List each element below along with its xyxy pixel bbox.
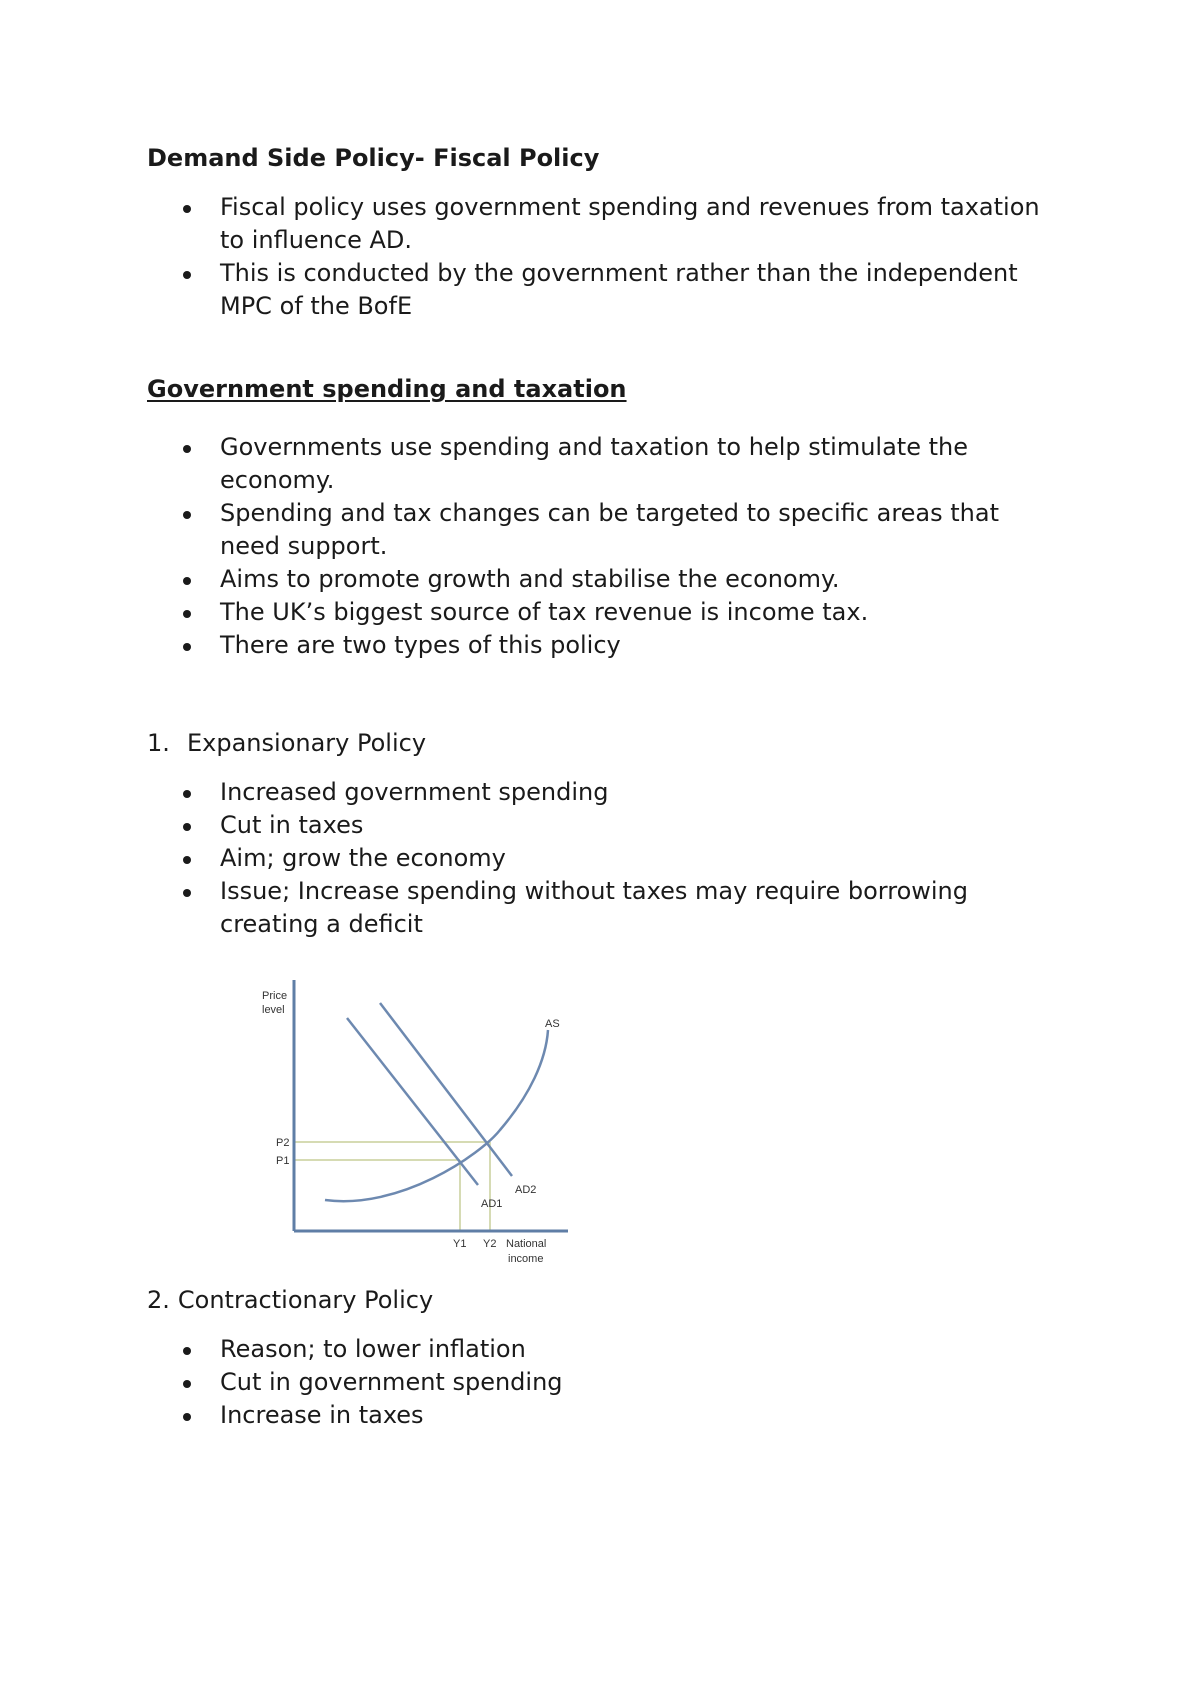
expansionary-bullet-list	[0, 776, 1200, 941]
list-item: This is conducted by the government rather than the independent MPC of the BofE	[0, 257, 1200, 323]
page-title: Demand Side Policy- Fiscal Policy	[147, 144, 600, 172]
p2-label: P2	[276, 1137, 290, 1149]
list-item: Governments use spending and taxation to help stimulate the economy.	[0, 431, 1200, 497]
expansionary-title: Expansionary Policy	[187, 729, 427, 757]
expansionary-number: 1.	[147, 729, 170, 757]
section-heading: Government spending and taxation	[147, 375, 627, 403]
y1-label: Y1	[453, 1238, 467, 1250]
list-item: Fiscal policy uses government spending and revenues from taxation to influence AD.	[0, 191, 1200, 257]
bullet-icon	[183, 577, 191, 585]
as-label: AS	[545, 1018, 560, 1030]
bullet-icon	[183, 1380, 191, 1388]
bullet-icon	[183, 205, 191, 213]
bullet-icon	[183, 445, 191, 453]
list-item: Cut in government spending	[0, 1366, 1200, 1399]
intro-bullet-list	[0, 191, 1200, 323]
list-item: Increased government spending	[0, 776, 1200, 809]
section-bullet-list	[0, 431, 1200, 662]
contractionary-number: 2.	[147, 1286, 170, 1314]
list-item: Issue; Increase spending without taxes may require borrowing creating a deficit	[0, 875, 1200, 941]
bullet-icon	[183, 823, 191, 831]
list-item: The UK’s biggest source of tax revenue is income tax.	[0, 596, 1200, 629]
x-axis-label-line1: National	[506, 1238, 547, 1250]
as-curve	[325, 1030, 548, 1201]
ad2-label: AD2	[515, 1184, 537, 1196]
ad2-curve	[380, 1003, 512, 1176]
list-item: Reason; to lower inflation	[0, 1333, 1200, 1366]
ad-as-diagram	[250, 975, 580, 1275]
y-axis-label-line1: Price	[262, 990, 288, 1002]
bullet-icon	[183, 1347, 191, 1355]
y-axis-label-line2: level	[262, 1004, 285, 1016]
list-item: Cut in taxes	[0, 809, 1200, 842]
list-item: Aims to promote growth and stabilise the economy.	[0, 563, 1200, 596]
x-axis-label-line2: income	[508, 1253, 544, 1265]
contractionary-heading	[147, 1284, 433, 1317]
contractionary-bullet-list	[0, 1333, 1200, 1432]
list-item: Aim; grow the economy	[0, 842, 1200, 875]
bullet-icon	[183, 889, 191, 897]
list-item: Increase in taxes	[0, 1399, 1200, 1432]
list-item: There are two types of this policy	[0, 629, 1200, 662]
bullet-icon	[183, 1413, 191, 1421]
expansionary-heading	[147, 727, 426, 760]
p1-label: P1	[276, 1155, 290, 1167]
bullet-icon	[183, 271, 191, 279]
bullet-icon	[183, 610, 191, 618]
bullet-icon	[183, 790, 191, 798]
bullet-icon	[183, 511, 191, 519]
bullet-icon	[183, 643, 191, 651]
list-item: Spending and tax changes can be targeted to specific areas that need support.	[0, 497, 1200, 563]
y2-label: Y2	[483, 1238, 497, 1250]
ad1-label: AD1	[481, 1198, 503, 1210]
contractionary-title: Contractionary Policy	[177, 1286, 434, 1314]
bullet-icon	[183, 856, 191, 864]
